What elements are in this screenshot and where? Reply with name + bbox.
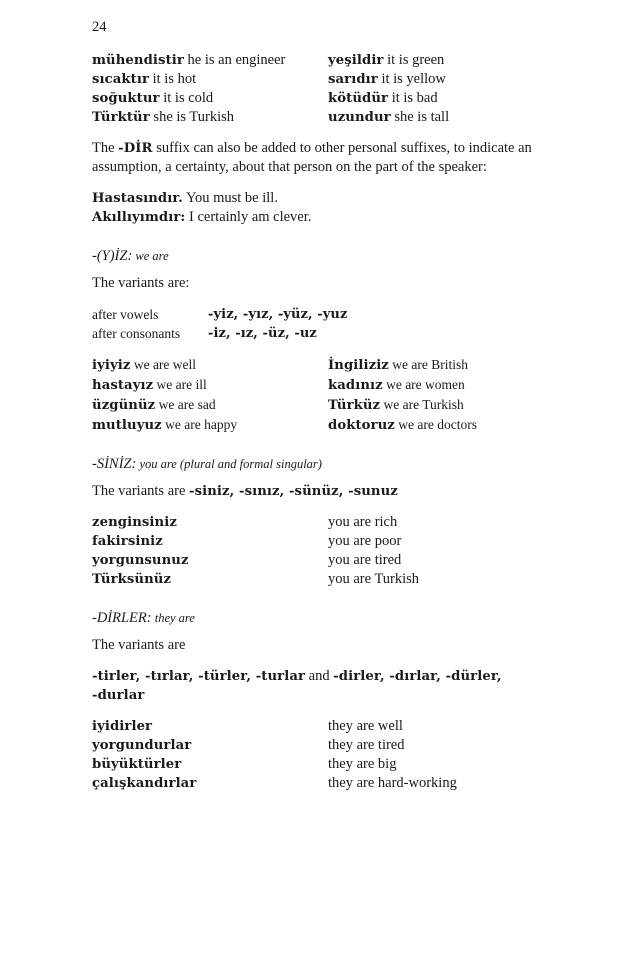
- text: The variants are: [92, 483, 190, 499]
- text: The: [92, 140, 119, 156]
- turkish-word: Türktür: [92, 110, 150, 125]
- variant-label: after vowels: [92, 307, 159, 322]
- english-gloss: he is an engineer: [183, 52, 286, 68]
- example-item: [92, 51, 328, 70]
- variant-row: [92, 324, 552, 343]
- turkish-word: yorgundurlar: [92, 738, 192, 753]
- english-gloss: you are tired: [328, 552, 402, 568]
- variants-intro: [92, 482, 552, 501]
- turkish-word: Türksünüz: [92, 572, 172, 587]
- dirler-examples: [92, 717, 552, 793]
- variant-row: [92, 305, 552, 324]
- example-item: [92, 208, 552, 227]
- example-item: [328, 355, 552, 375]
- example-item: [92, 415, 328, 435]
- turkish-word: doktoruz: [328, 418, 395, 433]
- suffix: -DİR: [118, 141, 153, 156]
- turkish-word: kötüdür: [328, 91, 389, 106]
- turkish-word: Akıllıyımdır:: [92, 210, 186, 225]
- variants-intro: The variants are:: [92, 275, 190, 291]
- variant-table: [92, 305, 552, 343]
- example-item: [328, 108, 552, 127]
- assumption-examples: [92, 189, 552, 227]
- english-gloss: we are doctors: [394, 417, 477, 432]
- variant-forms: -iz, -ız, -üz, -uz: [208, 326, 317, 341]
- english-gloss: she is tall: [390, 109, 450, 125]
- yiz-examples: [92, 355, 552, 435]
- variant-forms: -durlar: [92, 688, 145, 703]
- variant-forms: -yiz, -yız, -yüz, -yuz: [208, 307, 348, 322]
- english-gloss: I certainly am clever.: [185, 209, 312, 225]
- turkish-word: mutluyuz: [92, 418, 162, 433]
- english-gloss: she is Turkish: [149, 109, 235, 125]
- english-gloss: we are well: [130, 357, 197, 372]
- english-gloss: you are poor: [328, 533, 402, 549]
- dir-examples: [92, 51, 552, 127]
- english-gloss: it is green: [383, 52, 445, 68]
- section-heading-siniz: [92, 455, 552, 474]
- heading-meaning: you are (plural and formal singular): [136, 457, 322, 471]
- english-gloss: they are tired: [328, 737, 405, 753]
- english-gloss: you are Turkish: [328, 571, 420, 587]
- english-gloss: they are hard-working: [328, 775, 457, 791]
- example-item: [92, 89, 328, 108]
- turkish-word: iyiyiz: [92, 358, 131, 373]
- section-heading-yiz: [92, 247, 552, 266]
- turkish-word: sıcaktır: [92, 72, 149, 87]
- english-gloss: we are women: [382, 377, 465, 392]
- example-item: [328, 375, 552, 395]
- english-gloss: it is bad: [388, 90, 438, 106]
- example-item: [328, 51, 552, 70]
- example-item: [328, 70, 552, 89]
- turkish-word: uzundur: [328, 110, 391, 125]
- turkish-word: sarıdır: [328, 72, 378, 87]
- turkish-word: üzgünüz: [92, 398, 156, 413]
- english-gloss: it is hot: [149, 71, 197, 87]
- example-item: [92, 395, 328, 415]
- turkish-word: yeşildir: [328, 53, 384, 68]
- turkish-word: fakirsiniz: [92, 534, 163, 549]
- heading-suffix: -(Y)İZ:: [92, 248, 133, 264]
- turkish-word: yorgunsunuz: [92, 553, 189, 568]
- turkish-word: hastayız: [92, 378, 154, 393]
- page-number: 24: [92, 19, 107, 35]
- section-heading-dirler: [92, 609, 552, 628]
- example-item: [328, 395, 552, 415]
- turkish-word: iyidirler: [92, 719, 153, 734]
- example-item: [92, 189, 552, 208]
- variant-label: after consonants: [92, 326, 181, 341]
- variant-forms: -siniz, -sınız, -sünüz, -sunuz: [189, 484, 398, 499]
- english-gloss: they are big: [328, 756, 397, 772]
- turkish-word: zenginsiniz: [92, 515, 177, 530]
- heading-suffix: -SİNİZ:: [92, 456, 137, 472]
- english-gloss: we are happy: [161, 417, 238, 432]
- turkish-word: Hastasındır.: [92, 191, 183, 206]
- english-gloss: we are ill: [153, 377, 207, 392]
- english-gloss: you are rich: [328, 514, 398, 530]
- book-page: [92, 18, 552, 793]
- text: suffix can also be added to other personal suffixes, to indicate an assumption, a certainty, about that person on the part of the speaker:: [92, 140, 532, 175]
- turkish-word: mühendistir: [92, 53, 184, 68]
- heading-suffix: -DİRLER:: [92, 610, 152, 626]
- english-gloss: they are well: [328, 718, 403, 734]
- variant-forms: -dirler, -dırlar, -dürler,: [333, 669, 502, 684]
- variants-intro: The variants are: [92, 637, 186, 653]
- variants-forms: [92, 667, 552, 705]
- example-item: [328, 415, 552, 435]
- turkish-word: çalışkandırlar: [92, 776, 197, 791]
- turkish-word: soğuktur: [92, 91, 160, 106]
- siniz-examples: [92, 513, 552, 589]
- heading-meaning: they are: [151, 611, 195, 625]
- heading-meaning: we are: [132, 249, 169, 263]
- turkish-word: büyüktürler: [92, 757, 182, 772]
- english-gloss: we are sad: [155, 397, 216, 412]
- dir-note-paragraph: [92, 139, 552, 177]
- turkish-word: Türküz: [328, 398, 381, 413]
- example-item: [92, 355, 328, 375]
- text: and: [305, 668, 334, 684]
- example-item: [328, 89, 552, 108]
- turkish-word: kadınız: [328, 378, 383, 393]
- english-gloss: it is yellow: [377, 71, 446, 87]
- example-item: [92, 108, 328, 127]
- turkish-word: İngiliziz: [328, 358, 389, 373]
- english-gloss: it is cold: [159, 90, 214, 106]
- english-gloss: You must be ill.: [182, 190, 278, 206]
- example-item: [92, 70, 328, 89]
- english-gloss: we are British: [388, 357, 469, 372]
- variant-forms: -tirler, -tırlar, -türler, -turlar: [92, 669, 306, 684]
- english-gloss: we are Turkish: [380, 397, 464, 412]
- example-item: [92, 375, 328, 395]
